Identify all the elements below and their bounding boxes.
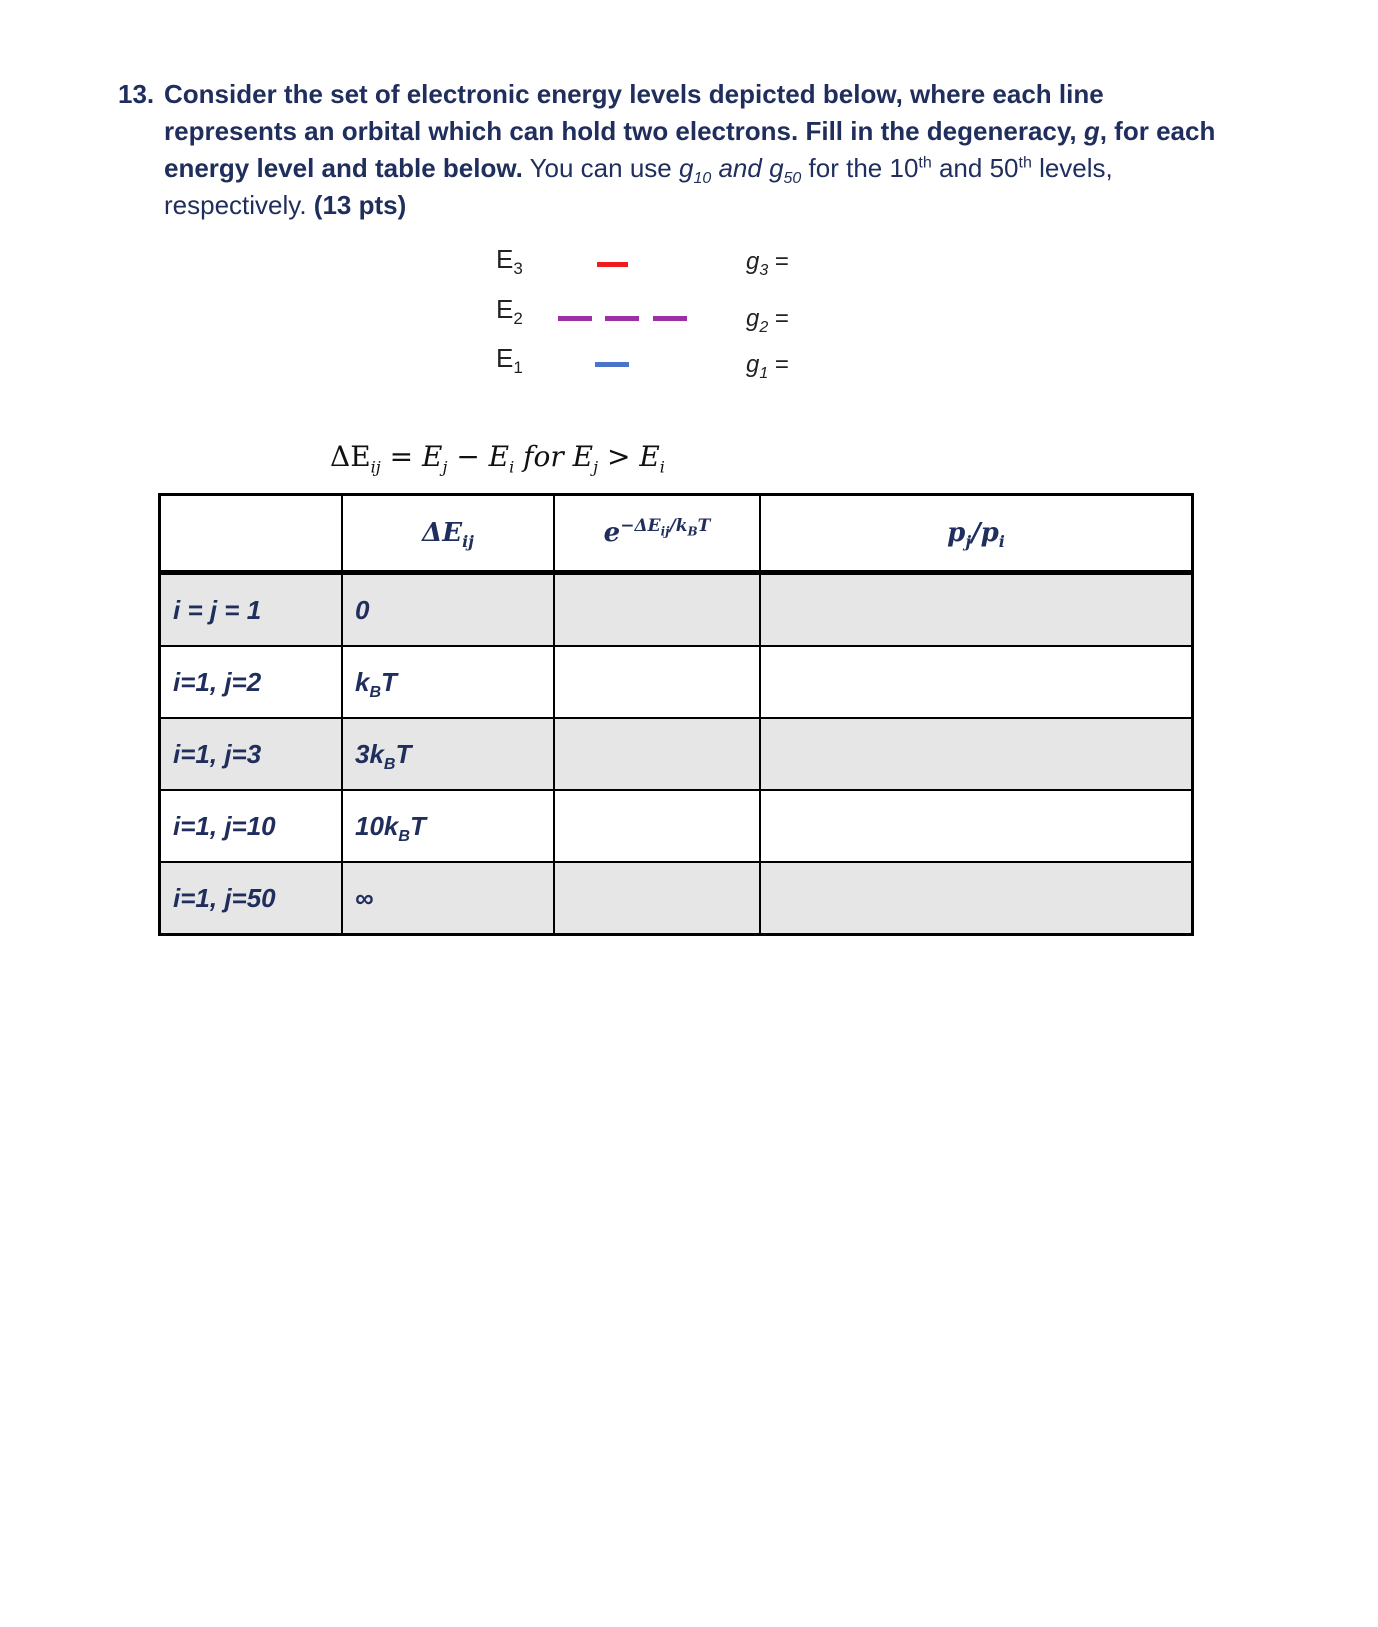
table-row xyxy=(160,790,1193,862)
delta-e-value: $3k_BT$ xyxy=(342,718,554,790)
row-label: i=1, j=3 xyxy=(160,718,343,790)
energy-difference-formula: $\Delta E_{ij} = E_j - E_i$ for $E_j > E_i$ xyxy=(330,440,665,477)
row-label: i = j = 1 xyxy=(160,573,343,647)
delta-e-value: ∞ xyxy=(342,862,554,935)
table-row xyxy=(160,718,1193,790)
boltzmann-factor-cell[interactable] xyxy=(554,573,760,647)
table-row xyxy=(160,862,1193,935)
degeneracy-g3-label: $g_3$ = xyxy=(746,248,789,279)
boltzmann-factor-cell[interactable] xyxy=(554,790,760,862)
header-cell-empty xyxy=(160,495,343,573)
delta-e-value: $k_BT$ xyxy=(342,646,554,718)
row-label: i=1, j=2 xyxy=(160,646,343,718)
level-e2-orbital-1 xyxy=(558,316,592,321)
header-boltzmann-factor: $e^{-\Delta E_{ij}/k_BT}$ xyxy=(554,495,760,573)
question-line-3: energy level and table below. You can use $g_{10}$ and $g_{50}$ for the 10th and 50th levels, xyxy=(164,153,1113,188)
population-ratio-cell[interactable] xyxy=(760,862,1193,935)
table-header-row xyxy=(160,495,1193,573)
row-label: i=1, j=10 xyxy=(160,790,343,862)
boltzmann-factor-cell[interactable] xyxy=(554,718,760,790)
level-e2-orbital-2 xyxy=(605,316,639,321)
population-ratio-cell[interactable] xyxy=(760,718,1193,790)
header-population-ratio: $p_j/p_i$ xyxy=(760,495,1193,573)
row-label: i=1, j=50 xyxy=(160,862,343,935)
delta-e-value: 0 xyxy=(342,573,554,647)
population-ratio-cell[interactable] xyxy=(760,790,1193,862)
delta-e-value: $10k_BT$ xyxy=(342,790,554,862)
population-ratio-cell[interactable] xyxy=(760,646,1193,718)
table-row xyxy=(160,573,1193,647)
boltzmann-factor-cell[interactable] xyxy=(554,862,760,935)
table-row xyxy=(160,646,1193,718)
level-e1-orbital xyxy=(595,362,629,367)
population-ratio-cell[interactable] xyxy=(760,573,1193,647)
level-e2-orbital-3 xyxy=(653,316,687,321)
level-label-e2: $E_2$ xyxy=(496,294,523,329)
question-number: 13. xyxy=(118,79,155,109)
question-line-2: represents an orbital which can hold two electrons. Fill in the degeneracy, g, for each xyxy=(164,116,1216,146)
level-label-e1: $E_1$ xyxy=(496,343,523,378)
level-label-e3: $E_3$ xyxy=(496,244,523,279)
question-line-4: respectively. (13 pts) xyxy=(164,190,407,220)
population-ratio-table xyxy=(158,493,1194,936)
question-line-1: Consider the set of electronic energy levels depicted below, where each line xyxy=(164,79,1104,109)
header-delta-e: $\Delta E_{ij}$ xyxy=(342,495,554,573)
degeneracy-g2-label: $g_2$ = xyxy=(746,305,789,336)
boltzmann-factor-cell[interactable] xyxy=(554,646,760,718)
level-e3-orbital xyxy=(597,262,628,267)
degeneracy-g1-label: $g_1$ = xyxy=(746,351,789,382)
